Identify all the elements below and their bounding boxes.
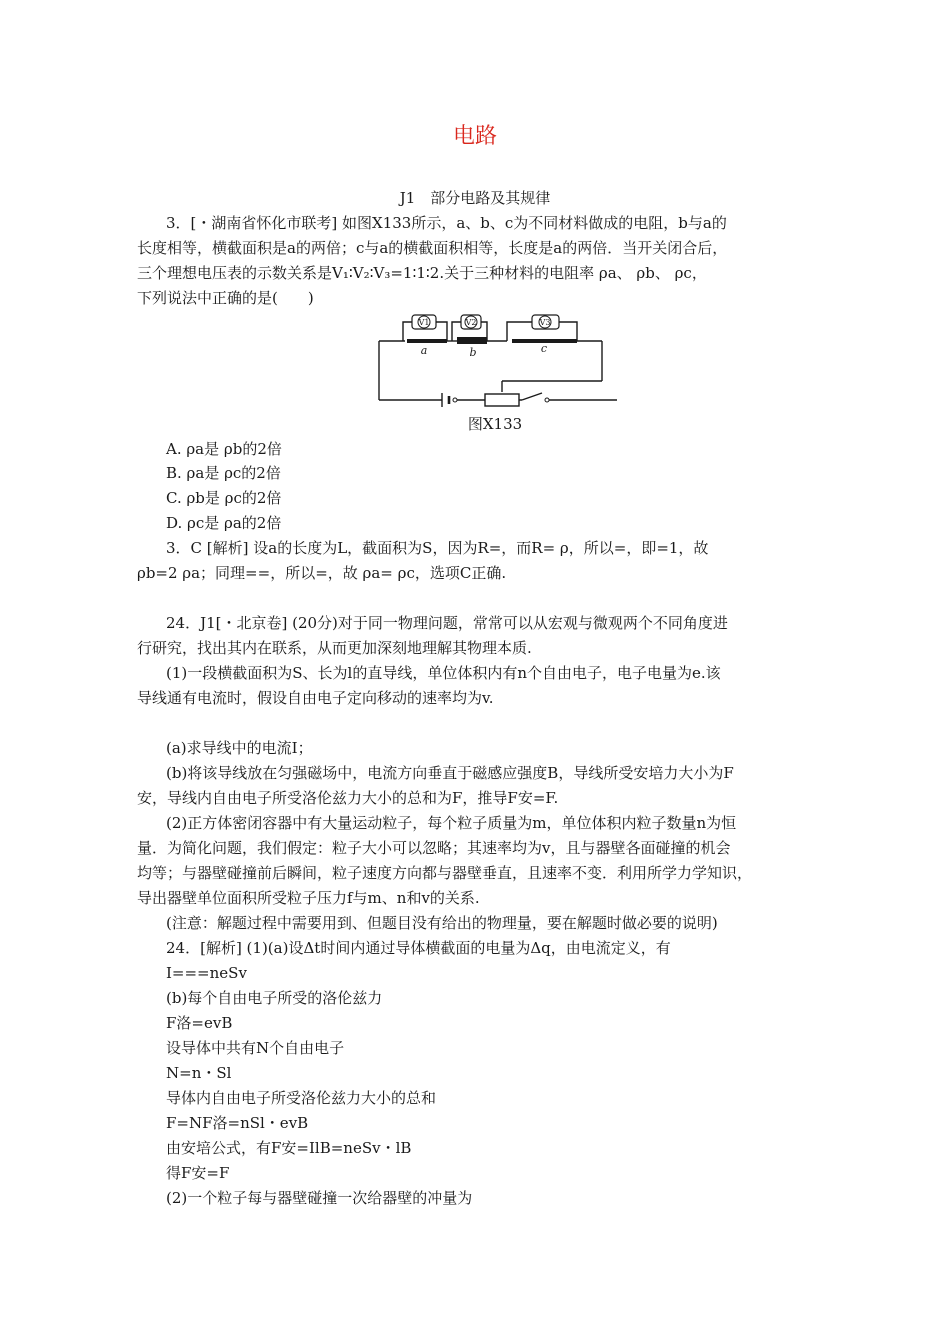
- q24-line: I===neSv: [166, 964, 247, 982]
- page-title: 电路: [452, 124, 497, 149]
- voltmeter-v2-label: V2: [465, 318, 477, 327]
- q3-line4: 下列说法中正确的是( ): [137, 289, 314, 307]
- q3-answer-line2: ρb=2 ρa；同理==，所以=，故 ρa= ρc，选项C正确.: [137, 564, 507, 582]
- q24-line: (b)将该导线放在匀强磁场中，电流方向垂直于磁感应强度B，导线所受安培力大小为F: [166, 764, 734, 782]
- q24-line: 由安培公式，有F安=IlB=neSv・lB: [166, 1139, 412, 1157]
- resistor-b: [457, 337, 487, 344]
- section-heading: J1 部分电路及其规律: [399, 189, 551, 207]
- q24-line: 导出器壁单位面积所受粒子压力f与m、n和v的关系.: [137, 889, 480, 907]
- voltmeter-v1: [412, 315, 436, 329]
- q3-option-b: B. ρa是 ρc的2倍: [166, 464, 281, 482]
- q3-line2: 长度相等，横截面积是a的两倍；c与a的横截面积相等，长度是a的两倍．当开关闭合后，: [137, 239, 728, 257]
- q24-line: 导线通有电流时，假设自由电子定向移动的速率均为v.: [137, 689, 494, 707]
- q24-line: 量．为简化问题，我们假定：粒子大小可以忽略；其速率均为v，且与器壁各面碰撞的机会: [137, 839, 731, 857]
- q24-line: (1)一段横截面积为S、长为l的直导线，单位体积内有n个自由电子，电子电量为e.该: [166, 664, 721, 682]
- resistor-a-label: a: [420, 344, 428, 357]
- voltmeter-v2: [461, 315, 481, 329]
- q24-line: F洛=evB: [166, 1014, 233, 1032]
- voltmeter-v1-label: V1: [418, 318, 430, 327]
- q3-option-a: A. ρa是 ρb的2倍: [166, 440, 282, 458]
- figure-caption: 图X133: [467, 415, 523, 433]
- voltmeter-v3: [532, 315, 559, 329]
- q24-line: 24．[解析] (1)(a)设Δt时间内通过导体横截面的电量为Δq，由电流定义，有: [166, 939, 671, 957]
- voltmeter-v3-label: V3: [539, 318, 551, 327]
- q24-line: 安，导线内自由电子所受洛伦兹力大小的总和为F，推导F安=F.: [137, 789, 559, 807]
- q3-option-d: D. ρc是 ρa的2倍: [166, 514, 282, 532]
- resistor-c-label: c: [540, 342, 548, 355]
- q3-answer-line1: 3．C [解析] 设a的长度为L，截面积为S，因为R=，而R= ρ，所以=，即=1，故: [166, 539, 709, 557]
- q24-line: 得F安=F: [166, 1164, 230, 1182]
- q24-line: (注意：解题过程中需要用到、但题目没有给出的物理量，要在解题时做必要的说明): [166, 914, 718, 932]
- q24-line: 设导体中共有N个自由电子: [166, 1039, 345, 1057]
- q24-line: 24．J1[・北京卷] (20分)对于同一物理问题，常常可以从宏观与微观两个不同角度进: [166, 614, 728, 632]
- q24-line: (b)每个自由电子所受的洛伦兹力: [166, 989, 383, 1007]
- q3-line1: 3．[・湖南省怀化市联考] 如图X133所示，a、b、c为不同材料做成的电阻，b与a的: [166, 214, 727, 232]
- circuit-diagram: [377, 310, 617, 410]
- q24-line: (2)一个粒子每与器壁碰撞一次给器壁的冲量为: [166, 1189, 473, 1207]
- q24-line: (2)正方体密闭容器中有大量运动粒子，每个粒子质量为m，单位体积内粒子数量n为恒: [166, 814, 737, 832]
- resistor-a: [407, 339, 447, 343]
- q24-line: N=n・Sl: [166, 1064, 232, 1082]
- q3-line3: 三个理想电压表的示数关系是V₁∶V₂∶V₃=1∶1∶2.关于三种材料的电阻率 ρa、 ρb、 ρc，: [137, 264, 707, 282]
- q24-line: 均等；与器壁碰撞前后瞬间，粒子速度方向都与器壁垂直，且速率不变．利用所学力学知识，: [137, 864, 753, 882]
- resistor-b-label: b: [469, 346, 477, 359]
- q3-option-c: C. ρb是 ρc的2倍: [166, 489, 282, 507]
- q24-line: 行研究，找出其内在联系，从而更加深刻地理解其物理本质.: [137, 639, 532, 657]
- q24-line: (a)求导线中的电流I；: [166, 739, 313, 757]
- q24-line: 导体内自由电子所受洛伦兹力大小的总和: [166, 1089, 437, 1107]
- q24-line: F=NF洛=nSl・evB: [166, 1114, 309, 1132]
